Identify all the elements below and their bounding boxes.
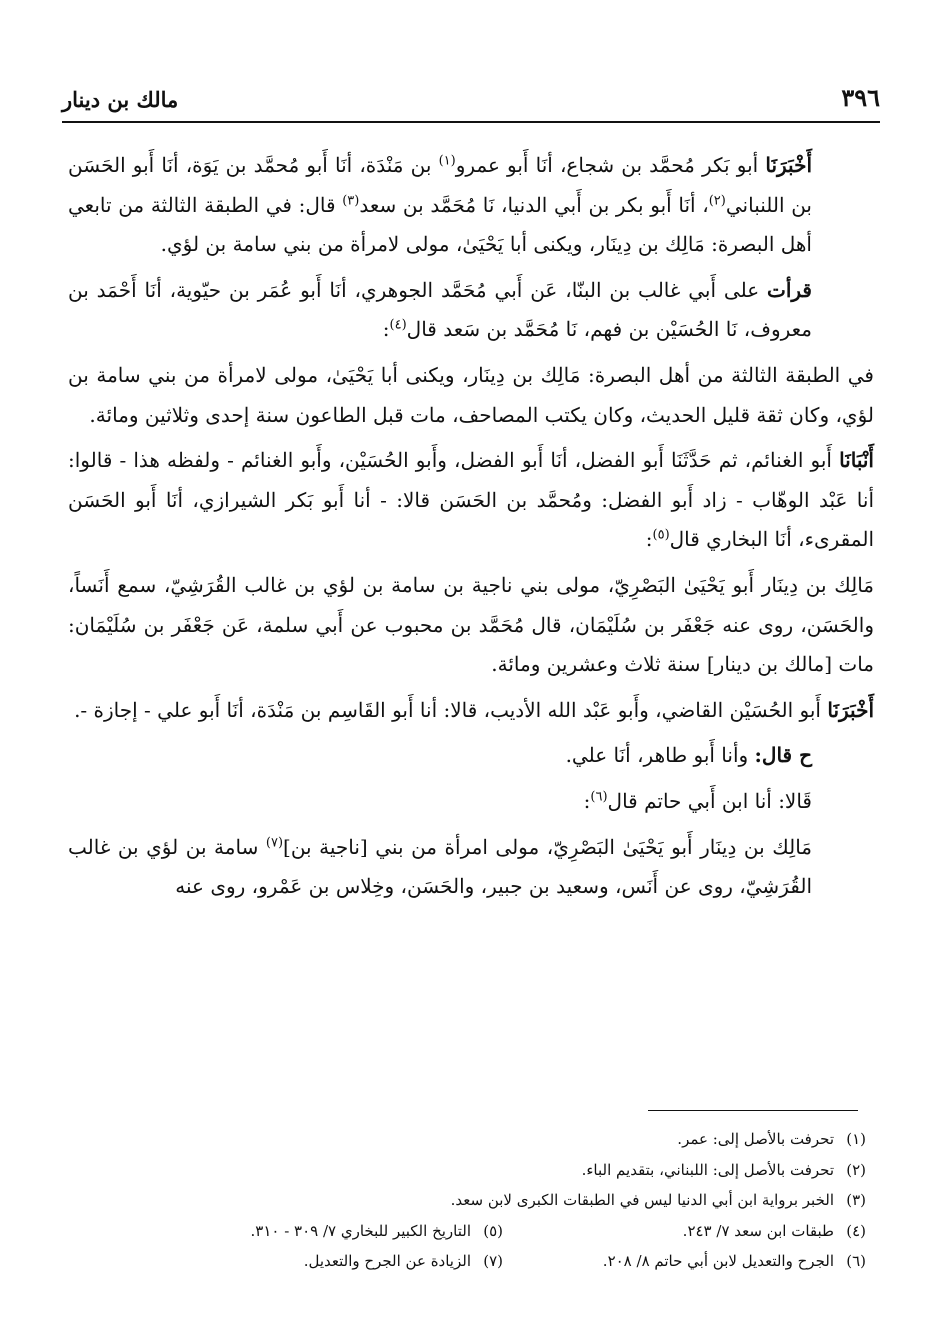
footnote-number: (٥) [483, 1221, 503, 1240]
paragraph-lead-word: ح قال: [754, 743, 812, 768]
paragraph-lead-word: قرأت [767, 277, 812, 302]
footnote-item [503, 1222, 866, 1240]
running-title: مالك بن دينار [62, 87, 179, 112]
paragraph-lead-word: أَنْبَانَا [839, 448, 874, 473]
footnote-number: (٧) [483, 1252, 503, 1271]
footnote-ref: (٧) [265, 834, 284, 850]
footnote-item [140, 1130, 866, 1148]
paragraph-text: أَبو الغنائم، ثم حَدَّثَنَا أَبو الفضل، أنَا أَبو الفضل، وأَبو الحُسَيْن، وأَبو الغنائم - ولفظه هذا - قالوا: أنا عَبْد الوهّاب - زاد أَبو الفضل: ومُحمَّد بن الحَسَن قالا: - أنا أَبو بَكر الشيرازي، أنَا أَبو الحَسَن المقرىء، أنَا البخاري قال [68, 448, 874, 552]
footnote-text: تحرفت بالأصل إلى: اللبناني، بتقديم الباء. [581, 1160, 834, 1179]
paragraph-text: مَالِك بن دِينَار أَبو يَحْيَىٰ البَصْرِيّ، مولى بني ناجية بن سامة بن لؤي بن غالب القُرَشِيّ، سمع أَنَساً، والحَسَن، روى عنه جَعْفَر بن سُلَيْمَان، قال مُحَمَّد بن محبوب عن أَبي سلمة، عَن جَعْفَر بن سُلَيْمَان: مات [مالك بن دينار] سنة ثلاث وعشرين ومائة. [68, 572, 874, 677]
paragraph-text: ، أنَا أَبو بكر بن أَبي الدنيا، نَا مُحَمَّد بن سعد [359, 192, 709, 217]
footnote-number: (٤) [846, 1221, 866, 1240]
paragraph-text: مَالِك بن دِينَار أَبو يَحْيَىٰ البَصْرِيّ، مولى امرأة من بني [ناجية بن] [283, 834, 812, 859]
footnote-item [140, 1252, 503, 1270]
paragraph-text: : [382, 317, 390, 342]
paragraph-text: : [583, 788, 591, 813]
footnote-text: الخبر برواية ابن أبي الدنيا ليس في الطبقات الكبرى لابن سعد. [450, 1191, 834, 1210]
footnote-text: التاريخ الكبير للبخاري ٧/ ٣٠٩ - ٣١٠. [250, 1221, 471, 1240]
paragraph [68, 691, 874, 731]
footnote-rule [648, 1110, 858, 1111]
paragraph-lead-word: أَخْبَرَنَا [765, 153, 812, 177]
paragraph [68, 782, 874, 822]
paragraph [68, 566, 874, 685]
footnote-number: (٦) [846, 1252, 866, 1271]
footnote-ref: (١) [438, 153, 456, 169]
paragraph-text: قال: في الطبقة الثالثة من تابعي أهل البصرة: مَالِك بن دِينَار، ويكنى أبا يَحْيَىٰ، مولى لامرأة من بني سامة بن لؤي. [68, 192, 812, 257]
footnote-ref: (٣) [342, 192, 360, 208]
footnote-item [503, 1252, 866, 1270]
footnote-text: الزيادة عن الجرح والتعديل. [303, 1252, 471, 1271]
footnote-item [140, 1222, 503, 1240]
paragraph-text: وأنا أَبو طاهر، أنَا علي. [565, 743, 755, 768]
paragraph-text: في الطبقة الثالثة من أهل البصرة: مَالِك بن دِينَار، ويكنى أبا يَحْيَىٰ، مولى لامرأة من بني سامة بن لؤي، وكان ثقة قليل الحديث، وكان يكتب المصاحف، مات قبل الطاعون سنة إحدى وثلاثين ومائة. [68, 362, 874, 427]
footnote-number: (٣) [846, 1191, 866, 1210]
paragraph [68, 736, 874, 776]
footnote-ref: (٦) [590, 789, 608, 805]
paragraph [68, 356, 874, 435]
footnote-text: تحرفت بالأصل إلى: عمر. [677, 1130, 834, 1149]
main-text [68, 146, 874, 913]
paragraph [68, 441, 874, 560]
footnote-item [140, 1191, 866, 1209]
paragraph-text: : [645, 527, 653, 552]
paragraph-text: بن مَنْدَة، أنَا أَبو مُحمَّد بن يَوَة، أنَا أَبو الحَسَن بن اللنباني [68, 153, 812, 217]
page-header [62, 78, 880, 112]
footnote-ref: (٤) [389, 317, 407, 333]
footnote-text: طبقات ابن سعد ٧/ ٢٤٣. [682, 1221, 834, 1240]
paragraph-lead-word: أَخْبَرَنَا [827, 697, 874, 722]
paragraph-text: أبو بَكر مُحمَّد بن شجاع، أنَا أَبو عمرو [455, 153, 766, 177]
paragraph-text: سامة بن لؤي بن غالب القُرَشِيّ، روى عن أَنَس، وسعيد بن جبير، والحَسَن، وخِلاس بن عَمْرو، روى عنه [68, 834, 812, 899]
paragraph [68, 271, 874, 350]
paragraph-text: قَالا: أنا ابن أَبي حاتم قال [607, 788, 812, 813]
footnote-text: الجرح والتعديل لابن أبي حاتم ٨/ ٢٠٨. [602, 1252, 834, 1271]
page-number: ٣٩٦ [841, 83, 880, 112]
paragraph-text: على أَبي غالب بن البنّا، عَن أَبي مُحَمَّد الجوهري، أنَا أَبو عُمَر بن حيّوية، أنَا أَحْمَد بن معروف، نَا الحُسَيْن بن فهم، نَا مُحَمَّد بن سَعد قال [68, 277, 812, 342]
footnote-number: (١) [846, 1130, 866, 1149]
footnote-ref: (٢) [708, 192, 726, 208]
footnote-number: (٢) [846, 1160, 866, 1179]
footnote-item [140, 1161, 866, 1179]
footnote-ref: (٥) [652, 527, 670, 543]
footnotes [140, 1124, 866, 1277]
paragraph-text: أَبو الحُسَيْن القاضي، وأَبو عَبْد الله الأديب، قالا: أنا أَبو القَاسِم بن مَنْدَة، أنَا أَبو علي - إجازة -. [74, 697, 828, 722]
paragraph [68, 828, 874, 907]
paragraph [68, 146, 874, 265]
header-rule [62, 121, 880, 123]
